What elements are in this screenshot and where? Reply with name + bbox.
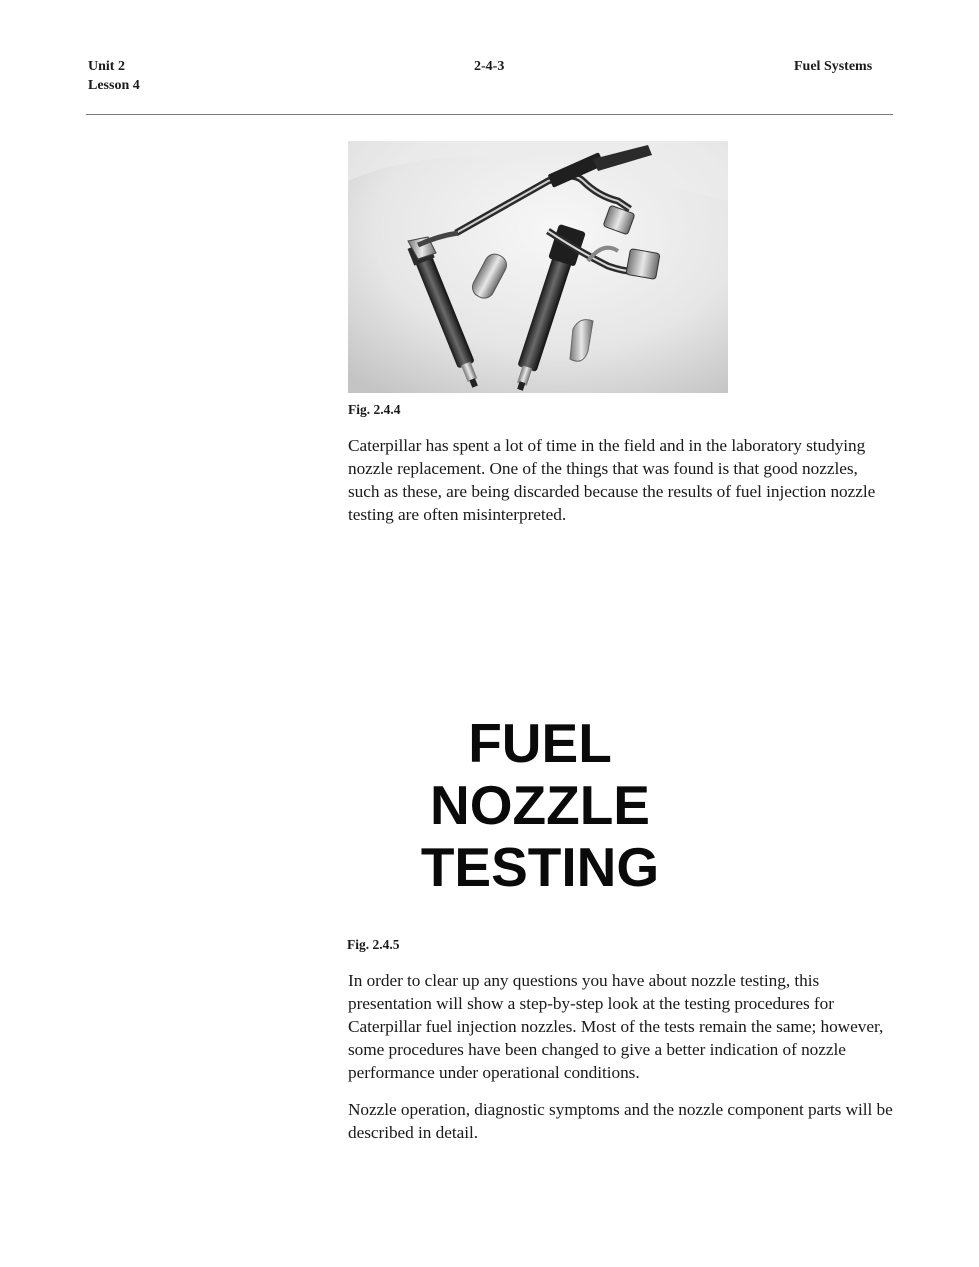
header-section: Fuel Systems [794,59,873,74]
slide-title-line: TESTING [420,836,660,898]
figure-caption: Fig. 2.4.4 [348,402,401,417]
figure-caption: Fig. 2.4.5 [347,937,400,952]
slide-title [340,712,740,898]
paragraph: Caterpillar has spent a lot of time in the field and in the laboratory studying nozzle replacement. One of the things that was found is that good nozzles, such as these, are being discarded because the results of fuel injection nozzle testing are often misinterpreted. [348,436,876,524]
slide-title-line: FUEL [468,712,612,774]
header-unit-lesson [88,57,140,95]
paragraph: Nozzle operation, diagnostic symptoms and the nozzle component parts will be described in detail. [348,1100,893,1142]
nozzle-photo [348,141,728,393]
header-lesson: Lesson 4 [88,78,140,93]
paragraph: In order to clear up any questions you have about nozzle testing, this presentation will show a step-by-step look at the testing procedures for Caterpillar fuel injection nozzles. Most of the tests remain the same; however, some procedures have been changed to give a better indication of nozzle performance under operational conditions. [348,971,884,1082]
slide-title-line: NOZZLE [430,774,650,836]
header-unit: Unit 2 [88,59,125,74]
header-rule [86,114,893,115]
header-page-number: 2-4-3 [474,59,505,74]
